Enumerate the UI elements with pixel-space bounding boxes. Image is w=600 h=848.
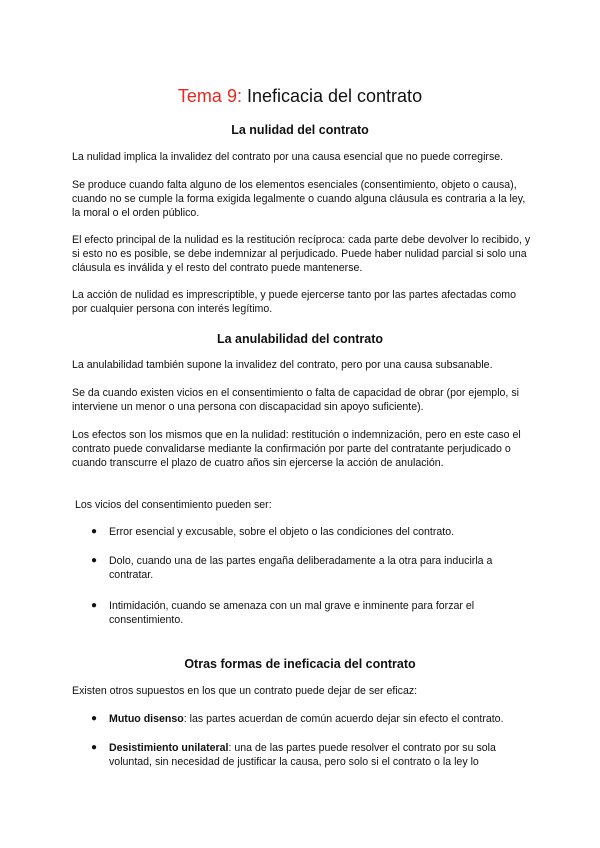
bullet-icon: ● — [91, 713, 98, 724]
title-number: Tema 9: — [177, 86, 242, 106]
paragraph: La anulabilidad también supone la invalidez del contrato, pero por una causa subsanable. — [72, 359, 493, 371]
list-item-text: : una de las partes puede resolver el contrato por su sola voluntad, sin necesidad de justificar la causa, pero solo si el contrato o la ley lo — [109, 742, 496, 768]
paragraph: Existen otros supuestos en los que un contrato puede dejar de ser eficaz: — [72, 685, 418, 697]
heading-otras-formas: Otras formas de ineficacia del contrato — [184, 657, 416, 671]
bullet-icon: ● — [91, 555, 98, 566]
list-item — [109, 741, 533, 769]
paragraph: Los efectos son los mismos que en la nulidad: restitución o indemnización, pero en este caso el contrato puede convalidarse mediante la confirmación por parte del contratante perjudicado o cuando transcurre el plazo de cuatro años sin ejercerse la acción de anulación. — [72, 429, 521, 469]
list-item: Intimidación, cuando se amenaza con un mal grave e inminente para forzar el consentimiento. — [109, 600, 475, 626]
paragraph: El efecto principal de la nulidad es la restitución recíproca: cada parte debe devolver lo recibido, y si esto no es posible, se debe indemnizar al perjudicado. Puede haber nulidad parcial si solo una cláusula es inválida y el resto del contrato puede mantenerse. — [72, 234, 531, 274]
paragraph: La acción de nulidad es imprescriptible, y puede ejercerse tanto por las partes afectadas como por cualquier persona con interés legítimo. — [72, 289, 517, 315]
paragraph: La nulidad implica la invalidez del contrato por una causa esencial que no puede corregirse. — [72, 151, 504, 163]
heading-nulidad: La nulidad del contrato — [231, 123, 369, 137]
list-item — [109, 712, 533, 726]
paragraph: Se produce cuando falta alguno de los elementos esenciales (consentimiento, objeto o causa), cuando no se cumple la forma exigida legalmente o cuando alguna cláusula es contraria a la ley, la moral o el orden público. — [72, 179, 526, 219]
list-item: Error esencial y excusable, sobre el objeto o las condiciones del contrato. — [109, 526, 455, 538]
bullet-icon: ● — [91, 742, 98, 753]
list-item-text: : las partes acuerdan de común acuerdo dejar sin efecto el contrato. — [183, 713, 504, 725]
title-text: Ineficacia del contrato — [246, 86, 423, 106]
page-title — [0, 84, 600, 108]
paragraph: Se da cuando existen vicios en el consentimiento o falta de capacidad de obrar (por ejemplo, si interviene un menor o una persona con discapacidad sin apoyo suficiente). — [72, 387, 519, 413]
bullet-icon: ● — [91, 600, 98, 611]
paragraph: Los vicios del consentimiento pueden ser: — [72, 499, 272, 511]
heading-anulabilidad: La anulabilidad del contrato — [217, 332, 383, 346]
list-item: Dolo, cuando una de las partes engaña deliberadamente a la otra para inducirla a contratar. — [109, 555, 493, 581]
list-item-term: Mutuo disenso — [109, 713, 184, 725]
bullet-icon: ● — [91, 526, 98, 537]
list-item-term: Desistimiento unilateral — [109, 742, 229, 754]
